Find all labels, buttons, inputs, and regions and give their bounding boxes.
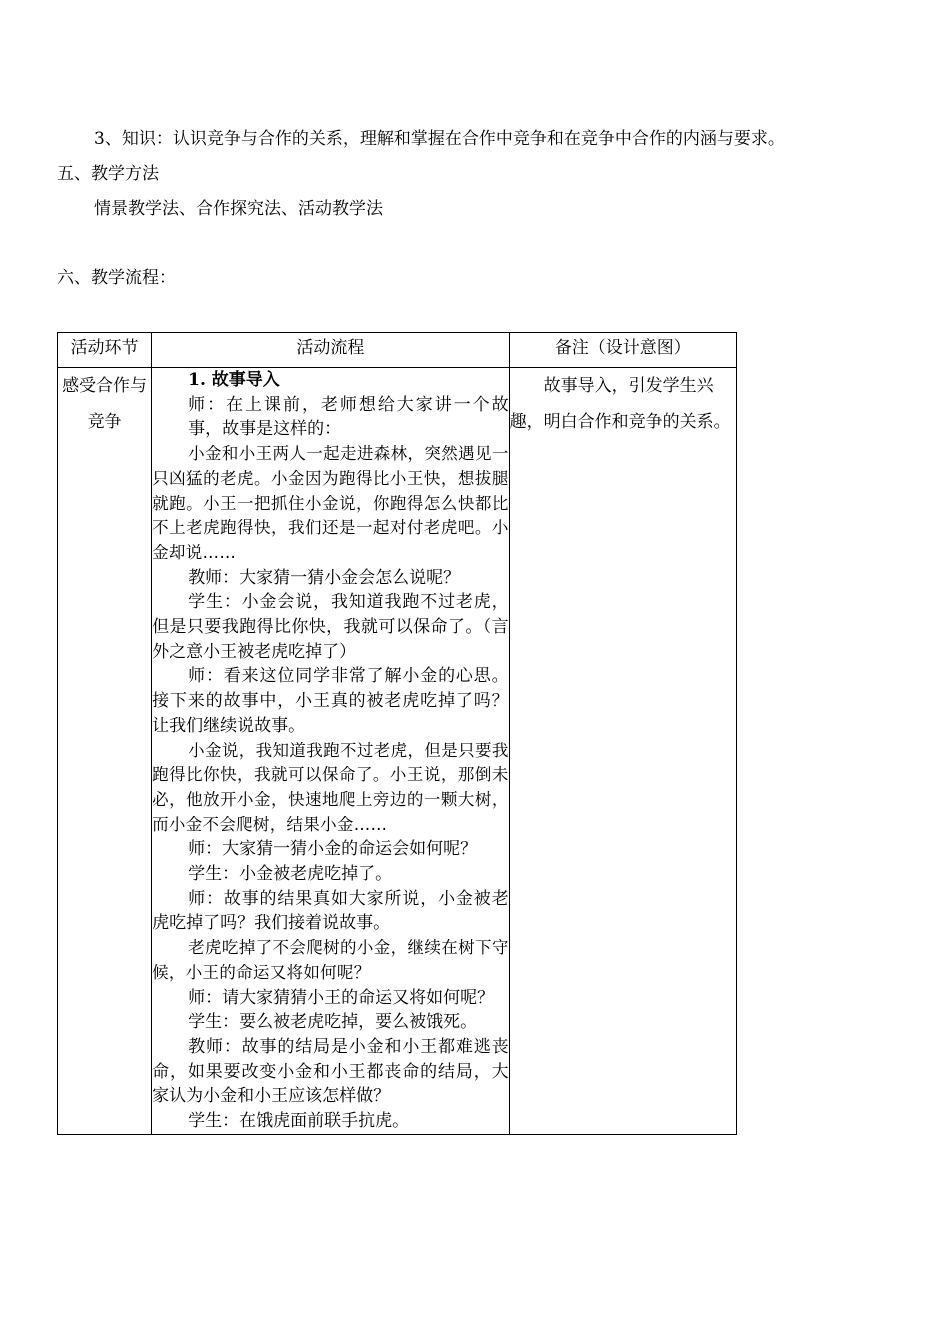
note-cell [509, 368, 736, 1135]
story-paragraph: 老虎吃掉了不会爬树的小金，继续在树下守候，小王的命运又将如何呢？ [152, 938, 509, 982]
section-5-title: 五、教学方法 [57, 164, 159, 184]
table-header-row [58, 333, 737, 368]
table-row [58, 368, 737, 1135]
flow-paragraph: 师：请大家猜猜小王的命运又将如何呢？ [188, 987, 495, 1008]
flow-paragraph: 学生：要么被老虎吃掉，要么被饿死。 [188, 1012, 478, 1033]
section-6-title: 六、教学流程： [57, 268, 176, 288]
story-paragraph: 小金说，我知道我跑不过老虎，但是只要我跑得比你快，我就可以保命了。小王说，那倒未必，他放开小金，快速地爬上旁边的一颗大树，而小金不会爬树，结果小金…… [152, 740, 509, 834]
teaching-flow-table [57, 332, 737, 1135]
flow-paragraph: 学生：小金被老虎吃掉了。 [188, 864, 393, 885]
header-note: 备注（设计意图） [509, 333, 736, 368]
flow-paragraph: 教师：大家猜一猜小金会怎么说呢？ [188, 567, 461, 588]
flow-paragraph: 师：故事的结果真如大家所说，小金被老虎吃掉了吗？我们接着说故事。 [152, 888, 509, 934]
flow-paragraph: 师：看来这位同学非常了解小金的心思。接下来的故事中，小王真的被老虎吃掉了吗？让我们继续说故事。 [152, 666, 509, 736]
section-5-content: 情景教学法、合作探究法、活动教学法 [94, 199, 383, 219]
flow-paragraph: 学生：小金会说，我知道我跑不过老虎，但是只要我跑得比你快，我就可以保命了。（言外之意小王被老虎吃掉了） [152, 592, 509, 662]
stage-cell: 感受合作与竞争 [58, 368, 152, 1135]
design-intent-note: 故事导入，引发学生兴趣，明白合作和竞争的关系。 [509, 376, 731, 432]
flow-paragraph: 学生：在饿虎面前联手抗虎。 [188, 1111, 410, 1132]
flow-cell [152, 368, 510, 1135]
header-stage: 活动环节 [58, 333, 152, 368]
header-flow: 活动流程 [152, 333, 510, 368]
flow-subtitle: 1. 故事导入 [188, 370, 280, 390]
flow-paragraph: 教师：故事的结局是小金和小王都难逃丧命，如果要改变小金和小王都丧命的结局，大家认为小金和小王应该怎样做？ [152, 1036, 509, 1107]
story-paragraph: 小金和小王两人一起走进森林，突然遇见一只凶猛的老虎。小金因为跑得比小王快，想拔腿就跑。小王一把抓住小金说，你跑得怎么快都比不上老虎跑得快，我们还是一起对付老虎吧。小金却说…… [152, 444, 509, 562]
flow-paragraph: 师：大家猜一猜小金的命运会如何呢？ [188, 839, 478, 860]
flow-paragraph: 师：在上课前，老师想给大家讲一个故事，故事是这样的： [188, 394, 509, 440]
knowledge-goal: 3、知识：认识竞争与合作的关系，理解和掌握在合作中竞争和在竞争中合作的内涵与要求。 [94, 129, 785, 149]
